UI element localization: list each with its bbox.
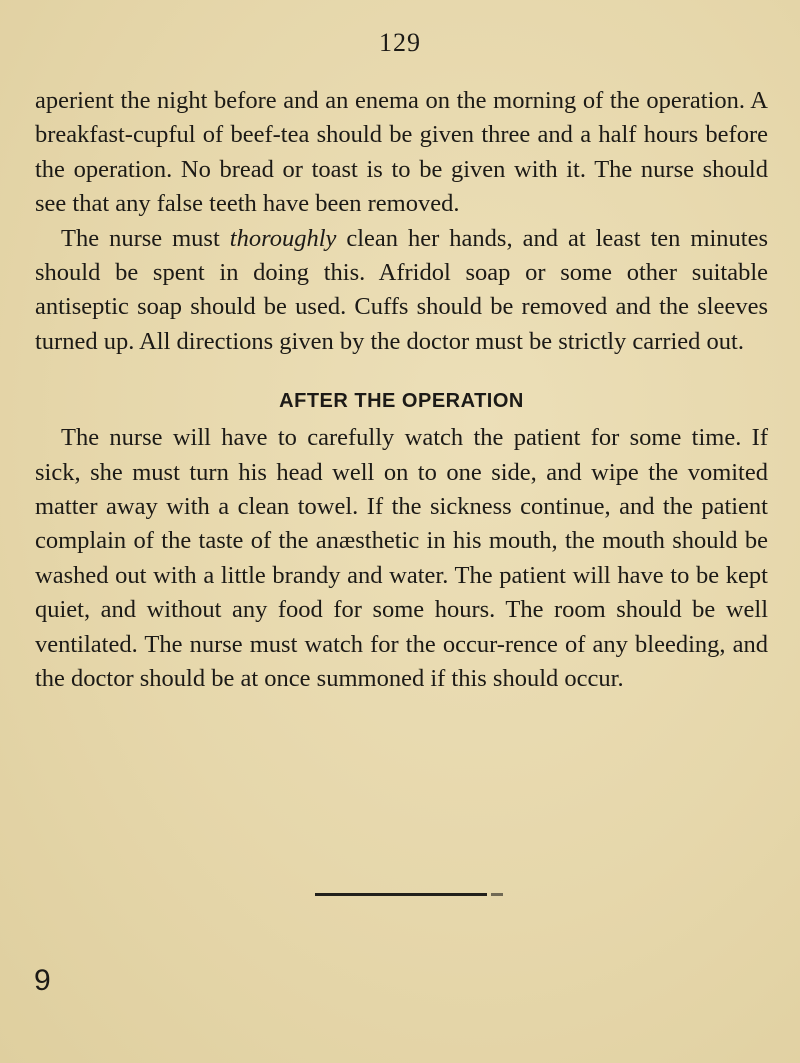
- folio-number: 9: [34, 964, 51, 997]
- paragraph-text: aperient the night before and an enema on the morning of the operation. A breakfast-cupful of beef-tea should be given three and a half hours before the operation. No bread or toast is to be given with it. The nurse should see that any false teeth have been removed.: [35, 87, 768, 218]
- body-text: [35, 84, 768, 697]
- paragraph-text: clean her hands, and at least ten minutes should be spent in doing this. Afridol soap or some other suitable antiseptic soap should be used. Cuffs should be removed and the sleeves turned up. All directions given by the doctor must be strictly carried out.: [35, 224, 768, 355]
- paragraph-after-operation: [35, 421, 768, 696]
- emphasis-text: thoroughly: [229, 224, 337, 252]
- section-divider: [315, 893, 487, 896]
- paragraph-hand-cleaning: [35, 222, 768, 360]
- paragraph-text: The nurse must: [61, 224, 230, 252]
- paragraph-text: The nurse will have to carefully watch the patient for some time. If sick, she must turn his head well on to one side, and wipe the vomited matter away with a clean towel. If the sickness continue, and the patient complain of the taste of the anæsthetic in his mouth, the mouth should be washed out with a little brandy and water. The patient will have to be kept quiet, and without any food for some hours. The room should be well ventilated. The nurse must watch for the occur-rence of any bleeding, and the doctor should be at once summoned if this should occur.: [35, 424, 768, 693]
- section-heading: AFTER THE OPERATION: [279, 390, 524, 413]
- paragraph-preparation: [35, 84, 768, 222]
- page-number: 129: [379, 28, 421, 57]
